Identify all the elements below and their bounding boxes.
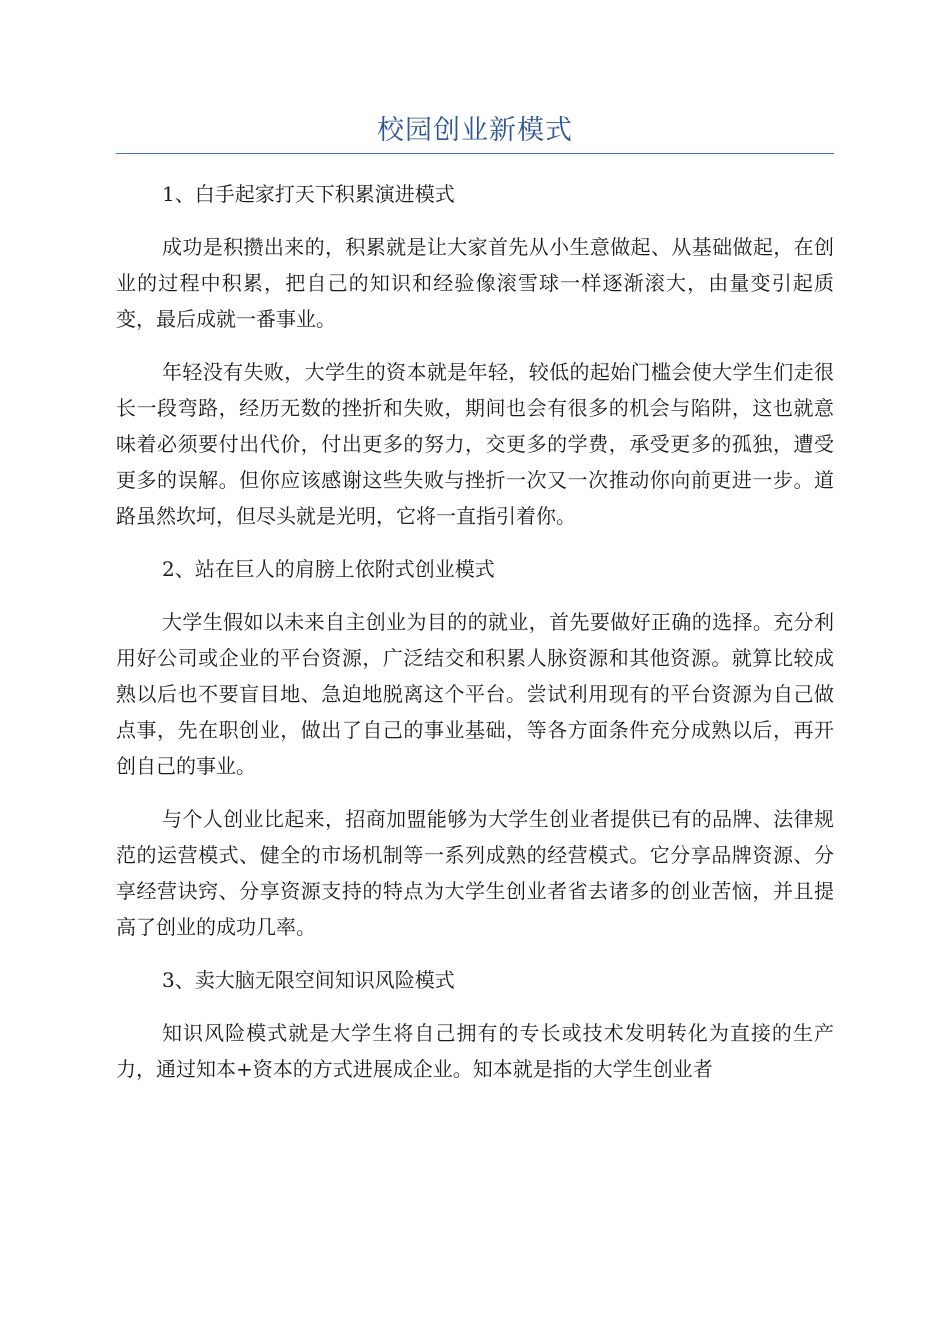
paragraph: 年轻没有失败，大学生的资本就是年轻，较低的起始门槛会使大学生们走很长一段弯路，经历无数的挫折和失败，期间也会有很多的机会与陷阱，这也就意味着必须要付出代价，付出更多的努力，交更多的学费，承受更多的孤独，遭受更多的误解。但你应该感谢这些失败与挫折一次又一次推动你向前更进一步。道路虽然坎坷，但尽头就是光明，它将一直指引着你。 <box>116 360 834 528</box>
document-body <box>116 176 834 1104</box>
section-heading: 3、卖大脑无限空间知识风险模式 <box>162 968 455 992</box>
document-title: 校园创业新模式 <box>377 115 573 146</box>
section-heading: 2、站在巨人的肩膀上依附式创业模式 <box>162 557 495 581</box>
paragraph: 大学生假如以未来自主创业为目的的就业，首先要做好正确的选择。充分利用好公司或企业的平台资源，广泛结交和积累人脉资源和其他资源。就算比较成熟以后也不要盲目地、急迫地脱离这个平台。尝试利用现有的平台资源为自己做点事，先在职创业，做出了自己的事业基础，等各方面条件充分成熟以后，再开创自己的事业。 <box>116 610 834 778</box>
paragraph: 成功是积攒出来的，积累就是让大家首先从小生意做起、从基础做起，在创业的过程中积累，把自己的知识和经验像滚雪球一样逐渐滚大，由量变引起质变，最后成就一番事业。 <box>116 235 834 331</box>
paragraph: 知识风险模式就是大学生将自己拥有的专长或技术发明转化为直接的生产力，通过知本+资本的方式进展成企业。知本就是指的大学生创业者 <box>116 1021 834 1081</box>
section-heading: 1、白手起家打天下积累演进模式 <box>162 182 455 206</box>
paragraph: 与个人创业比起来，招商加盟能够为大学生创业者提供已有的品牌、法律规范的运营模式、健全的市场机制等一系列成熟的经营模式。它分享品牌资源、分享经营诀窍、分享资源支持的特点为大学生创业者省去诸多的创业苦恼，并且提高了创业的成功几率。 <box>116 807 834 939</box>
title-underline <box>116 153 834 154</box>
